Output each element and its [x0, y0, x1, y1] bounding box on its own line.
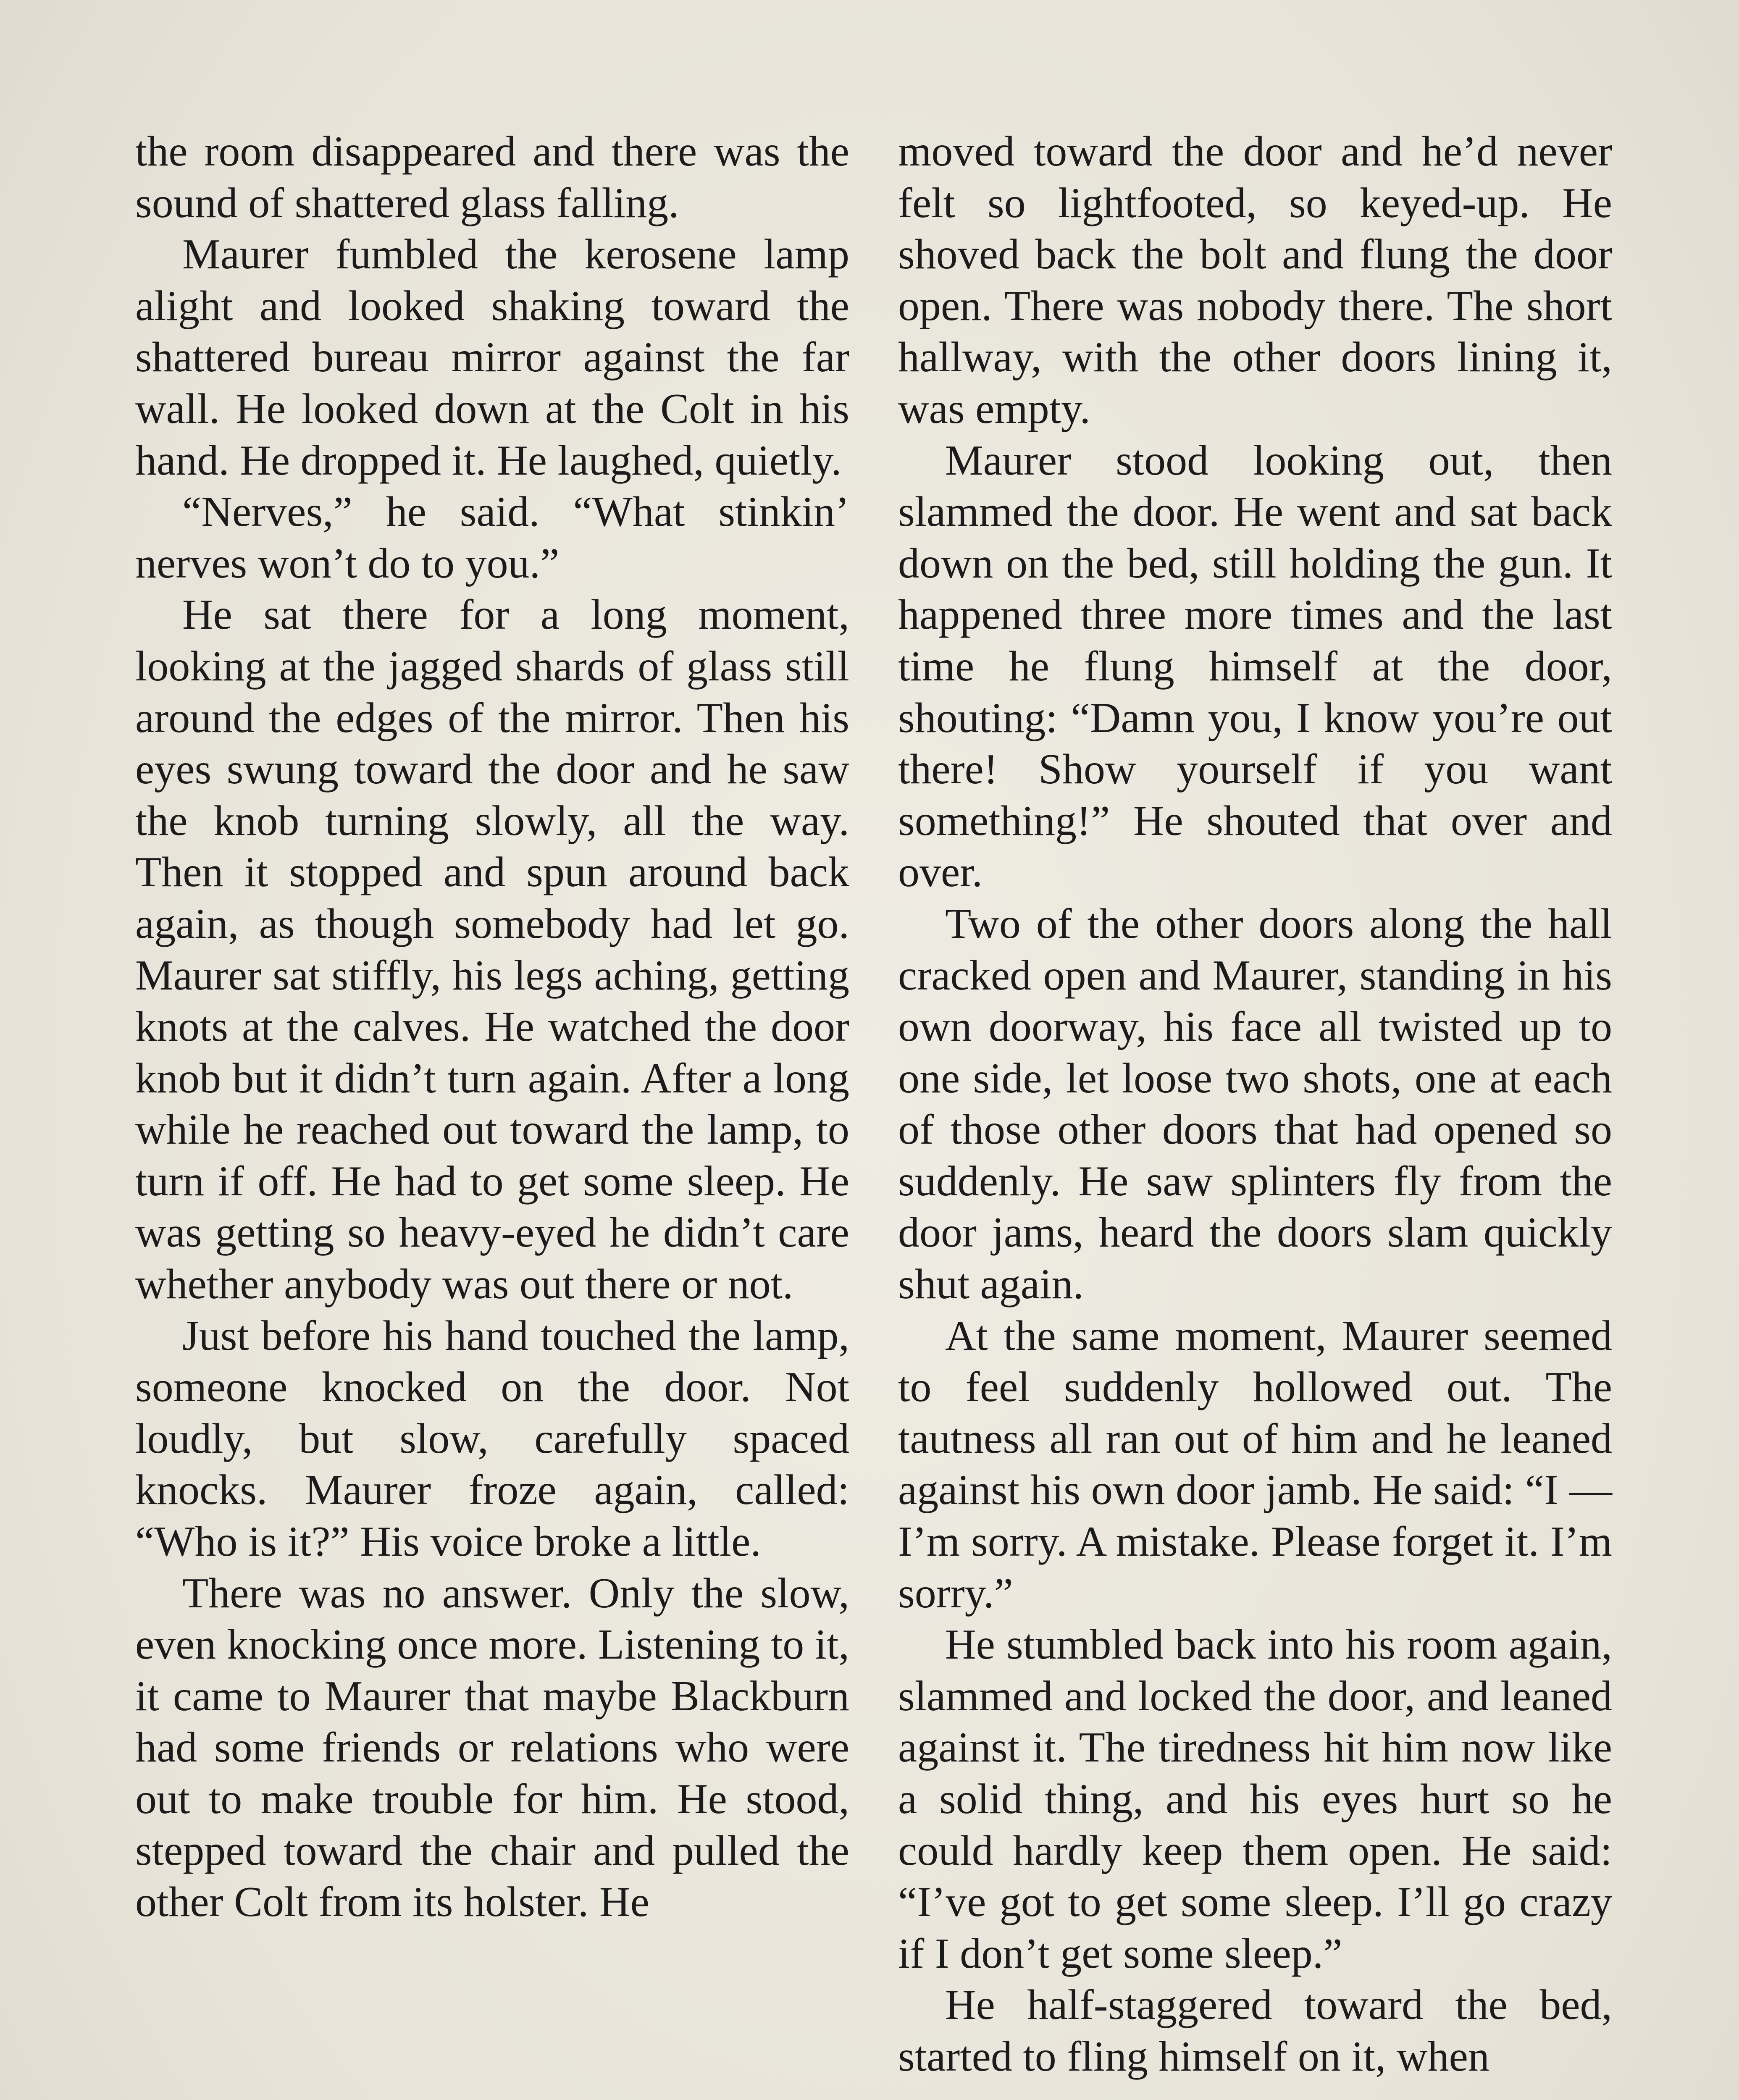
left-text-column: [135, 126, 849, 1928]
paragraph: Just before his hand touched the lamp, someone knocked on the door. Not loudly, but slow, carefully spaced knocks. Maurer froze again, called: “Who is it?” His voice broke a little.: [135, 1312, 849, 1566]
paragraph: At the same moment, Maurer seemed to feel suddenly hollowed out. The tautness all ran out of him and he leaned against his own door jamb. He said: “I — I’m sorry. A mistake. Please forget it. I’m sorry.”: [898, 1312, 1612, 1617]
paragraph: Maurer fumbled the kerosene lamp alight and looked shaking toward the shattered bureau mirror against the far wall. He looked down at the Colt in his hand. He dropped it. He laughed, quietly.: [135, 231, 849, 484]
paragraph: Two of the other doors along the hall cracked open and Maurer, standing in his own doorway, his face all twisted up to one side, let loose two shots, one at each of those other doors that had opened so suddenly. He saw splinters fly from the door jams, heard the doors slam quickly shut again.: [898, 900, 1612, 1308]
paragraph: He half-staggered toward the bed, started to fling himself on it, when: [898, 1981, 1612, 2080]
paragraph: He stumbled back into his room again, slammed and locked the door, and leaned against it. The tiredness hit him now like a solid thing, and his eyes hurt so he could hardly keep them open. He said: “I’ve got to get some sleep. I’ll go crazy if I don’t get some sleep.”: [898, 1621, 1612, 1977]
paragraph: There was no answer. Only the slow, even knocking once more. Listening to it, it came to Maurer that maybe Blackburn had some friends or relations who were out to make trouble for him. He stood, stepped toward the chair and pulled the other Colt from its holster. He: [135, 1569, 849, 1926]
right-text-column: [898, 126, 1612, 2083]
paragraph: Maurer stood looking out, then slammed the door. He went and sat back down on the bed, still holding the gun. It happened three more times and the last time he flung himself at the door, shouting: “Damn you, I know you’re out there! Show yourself if you want something!” He shouted that over and over.: [898, 436, 1612, 896]
paragraph: He sat there for a long moment, looking at the jagged shards of glass still around the edges of the mirror. Then his eyes swung toward the door and he saw the knob turning slowly, all the way. Then it stopped and spun around back again, as though somebody had let go. Maurer sat stiffly, his legs aching, getting knots at the calves. He watched the door knob but it didn’t turn again. After a long while he reached out toward the lamp, to turn if off. He had to get some sleep. He was getting so heavy-eyed he didn’t care whether anybody was out there or not.: [135, 591, 849, 1308]
paragraph: “Nerves,” he said. “What stinkin’ nerves won’t do to you.”: [135, 488, 849, 587]
paragraph: moved toward the door and he’d never felt so lightfooted, so keyed-up. He shoved back the bolt and flung the door open. There was nobody there. The short hallway, with the other doors lining it, was empty.: [898, 128, 1612, 433]
paragraph: the room disappeared and there was the sound of shattered glass falling.: [135, 128, 849, 227]
